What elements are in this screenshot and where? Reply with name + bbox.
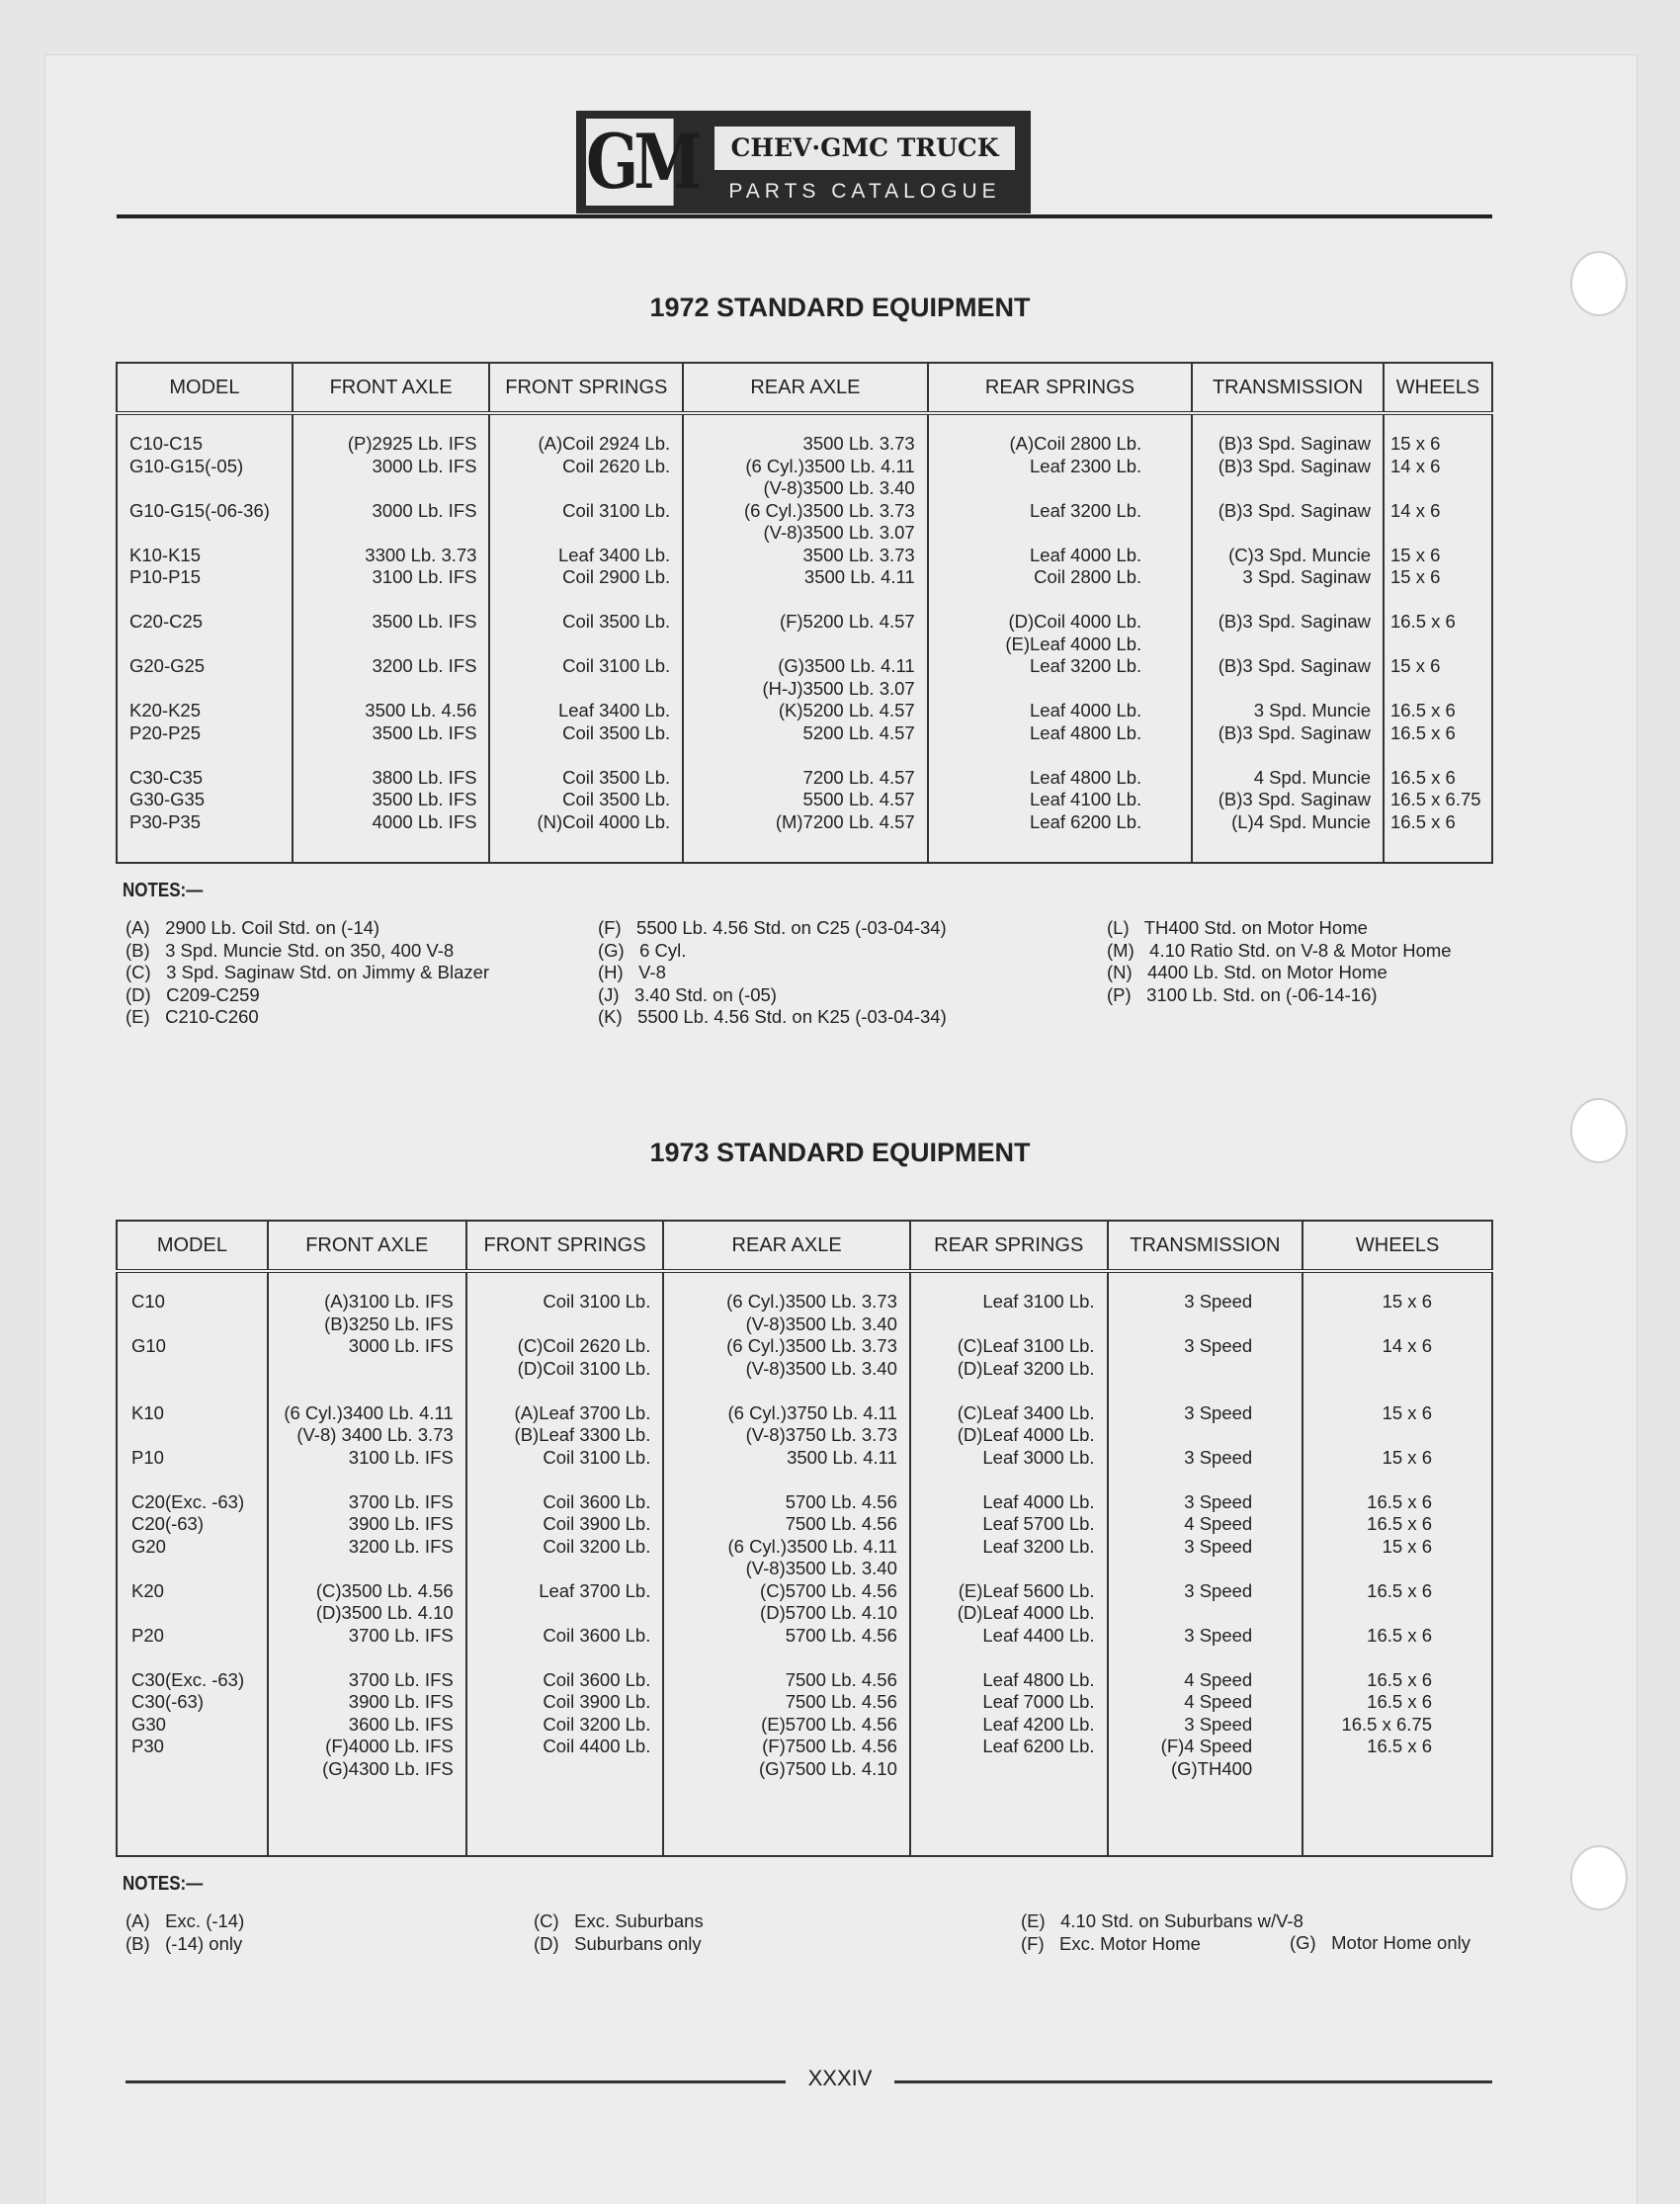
title-1972: 1972 STANDARD EQUIPMENT	[649, 293, 1031, 322]
table-1973-header	[117, 1221, 1492, 1271]
model-cell: C10 G10 K10 P10 C20(Exc. -63) C20(-63) G20 K20 P20 C30(Exc. -63) C30(-63) G30 P30	[117, 1271, 268, 1856]
notes-1972-col1: (A) 2900 Lb. Coil Std. on (-14) (B) 3 Spd. Muncie Std. on 350, 400 V-8 (C) 3 Spd. Saginaw Std. on Jimmy & Blazer (D) C209-C259 (E) C210-C260	[126, 917, 490, 1027]
col-header-front-springs: FRONT SPRINGS	[489, 363, 683, 413]
rear-axle-cell: 3500 Lb. 3.73 (6 Cyl.)3500 Lb. 4.11 (V-8)3500 Lb. 3.40 (6 Cyl.)3500 Lb. 3.73 (V-8)3500 Lb. 3.07 3500 Lb. 3.73 3500 Lb. 4.11 (F)5200 Lb. 4.57 (G)3500 Lb. 4.11 (H-J)3500 Lb. 3.07 (K)5200 Lb. 4.57 5200 Lb. 4.57 7200 Lb. 4.57 5500 Lb. 4.57 (M)7200 Lb. 4.57	[683, 413, 928, 863]
notes-heading-1973: NOTES:—	[123, 1873, 204, 1895]
col-header-wheels: WHEELS	[1384, 363, 1492, 413]
front-springs-cell: (A)Coil 2924 Lb. Coil 2620 Lb. Coil 3100 Lb. Leaf 3400 Lb. Coil 2900 Lb. Coil 3500 Lb. Coil 3100 Lb. Leaf 3400 Lb. Coil 3500 Lb. Coil 3500 Lb. Coil 3500 Lb. (N)Coil 4000 Lb.	[489, 413, 683, 863]
transmission-cell: (B)3 Spd. Saginaw (B)3 Spd. Saginaw (B)3 Spd. Saginaw (C)3 Spd. Muncie 3 Spd. Saginaw (B)3 Spd. Saginaw (B)3 Spd. Saginaw 3 Spd. Muncie (B)3 Spd. Saginaw 4 Spd. Muncie (B)3 Spd. Saginaw (L)4 Spd. Muncie	[1192, 413, 1384, 863]
col-header-transmission: TRANSMISSION	[1108, 1221, 1303, 1271]
wheels-cell: 15 x 6 14 x 6 14 x 6 15 x 6 15 x 6 16.5 x 6 15 x 6 16.5 x 6 16.5 x 6 16.5 x 6 16.5 x 6.75 16.5 x 6	[1384, 413, 1492, 863]
transmission-cell: 3 Speed 3 Speed 3 Speed 3 Speed 3 Speed 4 Speed 3 Speed 3 Speed 3 Speed 4 Speed 4 Speed 3 Speed (F)4 Speed (G)TH400	[1108, 1271, 1303, 1856]
table-1972	[116, 362, 1493, 864]
col-header-front-springs: FRONT SPRINGS	[466, 1221, 664, 1271]
table-1972-header	[117, 363, 1492, 413]
table-1972-body	[117, 413, 1492, 863]
col-header-front-axle: FRONT AXLE	[293, 363, 490, 413]
col-header-model: MODEL	[117, 363, 293, 413]
col-header-rear-axle: REAR AXLE	[663, 1221, 910, 1271]
gm-logo-mark: GM	[586, 118, 698, 206]
table-1973-body	[117, 1271, 1492, 1856]
notes-1973-col2: (C) Exc. Suburbans (D) Suburbans only	[534, 1910, 704, 1954]
notes-1973-col4: (G) Motor Home only	[1290, 1932, 1470, 1953]
col-header-model: MODEL	[117, 1221, 268, 1271]
header-rule	[117, 214, 1492, 218]
logo-title: CHEV·GMC TRUCK	[714, 127, 1015, 170]
front-axle-cell: (P)2925 Lb. IFS 3000 Lb. IFS 3000 Lb. IFS 3300 Lb. 3.73 3100 Lb. IFS 3500 Lb. IFS 3200 Lb. IFS 3500 Lb. 4.56 3500 Lb. IFS 3800 Lb. IFS 3500 Lb. IFS 4000 Lb. IFS	[293, 413, 490, 863]
footer-rule-right	[894, 2080, 1492, 2083]
footer-rule-left	[126, 2080, 786, 2083]
notes-1972-col3: (L) TH400 Std. on Motor Home (M) 4.10 Ratio Std. on V-8 & Motor Home (N) 4400 Lb. Std. on Motor Home (P) 3100 Lb. Std. on (-06-14-16)	[1107, 917, 1452, 1005]
gm-logo	[576, 111, 1031, 213]
page-number: XXXIV	[807, 2066, 873, 2090]
notes-heading-1972: NOTES:—	[123, 880, 204, 901]
front-springs-cell: Coil 3100 Lb. (C)Coil 2620 Lb. (D)Coil 3100 Lb. (A)Leaf 3700 Lb. (B)Leaf 3300 Lb. Coil 3100 Lb. Coil 3600 Lb. Coil 3900 Lb. Coil 3200 Lb. Leaf 3700 Lb. Coil 3600 Lb. Coil 3600 Lb. Coil 3900 Lb. Coil 3200 Lb. Coil 4400 Lb.	[466, 1271, 664, 1856]
col-header-transmission: TRANSMISSION	[1192, 363, 1384, 413]
notes-1972-col2: (F) 5500 Lb. 4.56 Std. on C25 (-03-04-34) (G) 6 Cyl. (H) V-8 (J) 3.40 Std. on (-05) (K) 5500 Lb. 4.56 Std. on K25 (-03-04-34)	[598, 917, 947, 1027]
front-axle-cell: (A)3100 Lb. IFS (B)3250 Lb. IFS 3000 Lb. IFS (6 Cyl.)3400 Lb. 4.11 (V-8) 3400 Lb. 3.73 3100 Lb. IFS 3700 Lb. IFS 3900 Lb. IFS 3200 Lb. IFS (C)3500 Lb. 4.56 (D)3500 Lb. 4.10 3700 Lb. IFS 3700 Lb. IFS 3900 Lb. IFS 3600 Lb. IFS (F)4000 Lb. IFS (G)4300 Lb. IFS	[268, 1271, 466, 1856]
rear-springs-cell: (A)Coil 2800 Lb. Leaf 2300 Lb. Leaf 3200 Lb. Leaf 4000 Lb. Coil 2800 Lb. (D)Coil 4000 Lb. (E)Leaf 4000 Lb. Leaf 3200 Lb. Leaf 4000 Lb. Leaf 4800 Lb. Leaf 4800 Lb. Leaf 4100 Lb. Leaf 6200 Lb.	[928, 413, 1192, 863]
notes-1973-col1: (A) Exc. (-14) (B) (-14) only	[126, 1910, 245, 1954]
model-cell: C10-C15 G10-G15(-05) G10-G15(-06-36) K10-K15 P10-P15 C20-C25 G20-G25 K20-K25 P20-P25 C30-C35 G30-G35 P30-P35	[117, 413, 293, 863]
notes-1973-col3: (E) 4.10 Std. on Suburbans w/V-8 (F) Exc. Motor Home	[1021, 1910, 1303, 1954]
binder-hole-bottom	[1570, 1845, 1628, 1910]
col-header-front-axle: FRONT AXLE	[268, 1221, 466, 1271]
title-1973: 1973 STANDARD EQUIPMENT	[649, 1138, 1031, 1167]
wheels-cell: 15 x 6 14 x 6 15 x 6 15 x 6 16.5 x 6 16.5 x 6 15 x 6 16.5 x 6 16.5 x 6 16.5 x 6 16.5 x 6 16.5 x 6.75 16.5 x 6	[1302, 1271, 1492, 1856]
rear-springs-cell: Leaf 3100 Lb. (C)Leaf 3100 Lb. (D)Leaf 3200 Lb. (C)Leaf 3400 Lb. (D)Leaf 4000 Lb. Leaf 3000 Lb. Leaf 4000 Lb. Leaf 5700 Lb. Leaf 3200 Lb. (E)Leaf 5600 Lb. (D)Leaf 4000 Lb. Leaf 4400 Lb. Leaf 4800 Lb. Leaf 7000 Lb. Leaf 4200 Lb. Leaf 6200 Lb.	[910, 1271, 1108, 1856]
table-1973	[116, 1220, 1493, 1857]
col-header-rear-springs: REAR SPRINGS	[928, 363, 1192, 413]
rear-axle-cell: (6 Cyl.)3500 Lb. 3.73 (V-8)3500 Lb. 3.40 (6 Cyl.)3500 Lb. 3.73 (V-8)3500 Lb. 3.40 (6 Cyl.)3750 Lb. 4.11 (V-8)3750 Lb. 3.73 3500 Lb. 4.11 5700 Lb. 4.56 7500 Lb. 4.56 (6 Cyl.)3500 Lb. 4.11 (V-8)3500 Lb. 3.40 (C)5700 Lb. 4.56 (D)5700 Lb. 4.10 5700 Lb. 4.56 7500 Lb. 4.56 7500 Lb. 4.56 (E)5700 Lb. 4.56 (F)7500 Lb. 4.56 (G)7500 Lb. 4.10	[663, 1271, 910, 1856]
col-header-rear-springs: REAR SPRINGS	[910, 1221, 1108, 1271]
col-header-rear-axle: REAR AXLE	[683, 363, 928, 413]
col-header-wheels: WHEELS	[1302, 1221, 1492, 1271]
logo-subtitle: PARTS CATALOGUE	[728, 180, 1001, 203]
